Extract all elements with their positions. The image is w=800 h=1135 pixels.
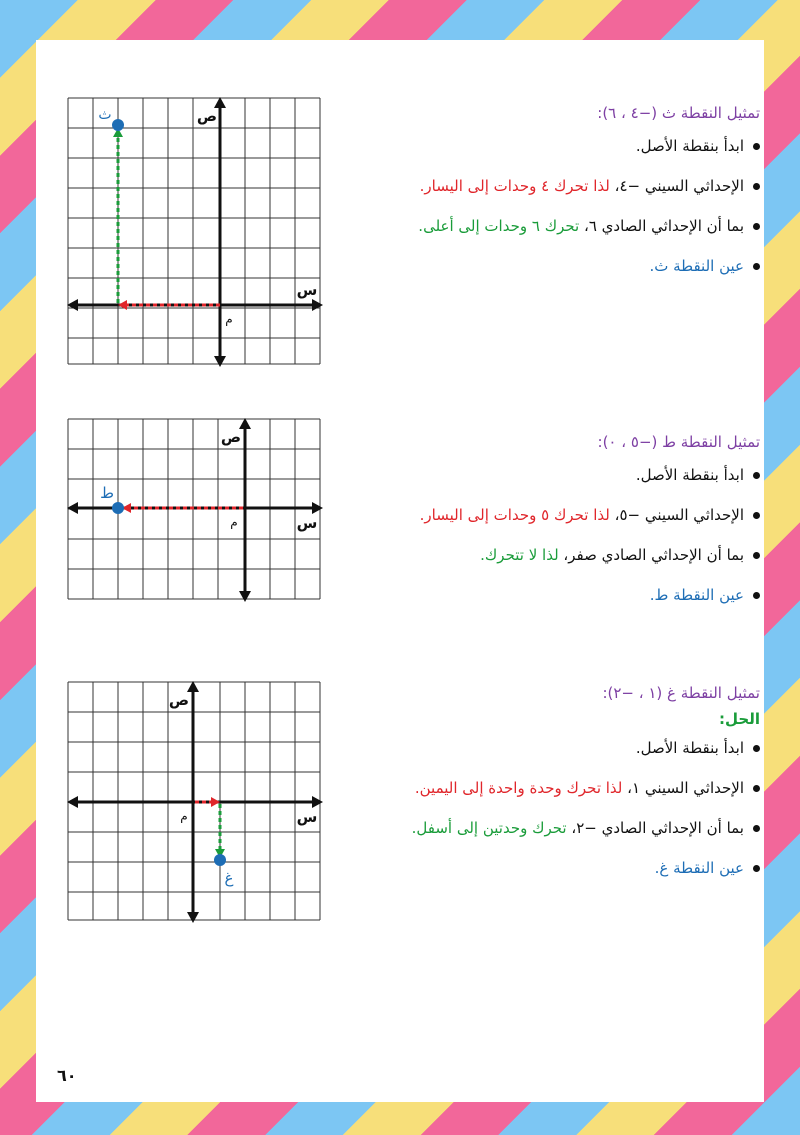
plotted-point <box>112 502 124 514</box>
coordinate-grid-2 <box>67 418 323 602</box>
point-label: ث <box>98 107 112 123</box>
y-axis-label: ص <box>220 428 242 446</box>
step-3: بما أن الإحداثي الصادي −٢، تحرك وحدتين إلى أسفل. <box>320 816 744 840</box>
section-point-taa <box>320 433 760 623</box>
step-2: الإحداثي السيني ١، لذا تحرك وحدة واحدة إلى اليمين. <box>320 776 744 800</box>
plotted-point <box>214 854 226 866</box>
coordinate-grid-3 <box>67 681 323 923</box>
x-axis-arrow-left <box>67 796 78 808</box>
page-number: ٦٠ <box>57 1066 77 1085</box>
y-axis-arrow-down <box>239 591 251 602</box>
plotted-point <box>112 119 124 131</box>
point-label: غ <box>224 869 234 887</box>
y-axis-arrow-down <box>214 356 226 367</box>
x-axis-arrow-left <box>67 502 78 514</box>
step-3: بما أن الإحداثي الصادي ٦، تحرك ٦ وحدات إلى أعلى. <box>320 214 744 238</box>
step-2: الإحداثي السيني −٤، لذا تحرك ٤ وحدات إلى اليسار. <box>320 174 744 198</box>
section-title: تمثيل النقطة غ (١ ، −٢): <box>602 684 760 702</box>
y-axis-label: ص <box>196 107 218 125</box>
section-point-tha <box>320 104 760 294</box>
origin-label: م <box>230 515 238 529</box>
grid-lines <box>68 98 320 364</box>
origin-label: م <box>225 312 233 326</box>
origin-label: م <box>180 809 188 823</box>
step-2: الإحداثي السيني −٥، لذا تحرك ٥ وحدات إلى اليسار. <box>320 503 744 527</box>
coordinate-grid-1 <box>67 97 323 367</box>
x-axis-label: س <box>296 281 318 299</box>
step-1: ابدأ بنقطة الأصل. <box>320 134 744 158</box>
steps-list <box>320 134 760 278</box>
step-1: ابدأ بنقطة الأصل. <box>320 736 744 760</box>
section-title: تمثيل النقطة ث (−٤ ، ٦): <box>597 104 760 122</box>
y-axis-label: ص <box>168 691 190 709</box>
step-4: عين النقطة ط. <box>320 583 744 607</box>
step-1: ابدأ بنقطة الأصل. <box>320 463 744 487</box>
section-title: تمثيل النقطة ط (−٥ ، ٠): <box>597 433 760 451</box>
x-axis-label: س <box>296 514 318 532</box>
point-label: ط <box>100 484 114 502</box>
y-axis-arrow-down <box>187 912 199 923</box>
steps-list <box>320 736 760 880</box>
x-axis-arrow-right <box>312 299 323 311</box>
x-axis-arrow-left <box>67 299 78 311</box>
steps-list <box>320 463 760 607</box>
x-axis-label: س <box>296 808 318 826</box>
step-4: عين النقطة غ. <box>320 856 744 880</box>
solution-label: الحل: <box>719 710 760 728</box>
step-4: عين النقطة ث. <box>320 254 744 278</box>
section-point-ghain <box>320 684 760 896</box>
step-3: بما أن الإحداثي الصادي صفر، لذا لا تتحرك. <box>320 543 744 567</box>
